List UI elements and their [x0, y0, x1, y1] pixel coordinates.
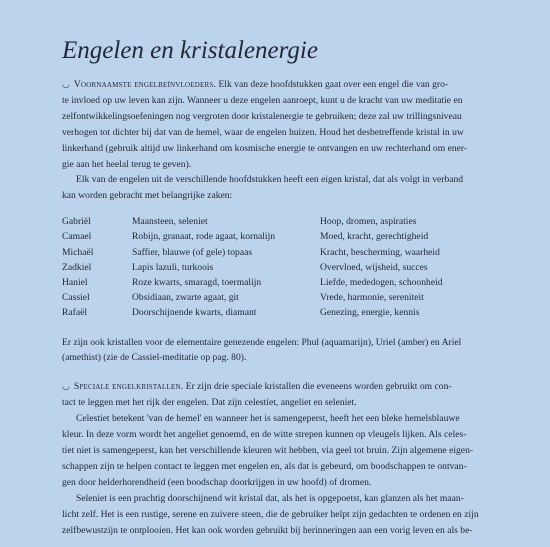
table-row: Zadkiel Lapis lazuli, turkoois Overvloed, wijsheid, succes — [62, 261, 428, 273]
section1-paragraph-2: Elk van de engelen uit de verschillende hoofdstukken heeft een eigen kristal, dat als volgt in verband kan worden gebracht met belangrijke zaken: — [62, 174, 464, 202]
swash-ornament-icon: ◡ — [62, 381, 70, 392]
elemental-angels-paragraph: Er zijn ook kristallen voor de elementaire genezende engelen: Phul (aquamarijn), Uriel (amber) en Ariel (amethist) (zie de Cassiel-meditatie op pag. 80). — [62, 336, 462, 364]
section1-paragraph: ◡ Voornaamste engelbeïnvloeders. Elk van deze hoofdstukken gaat over een engel die van gro- te invloed op uw leven kan zijn. Wanneer u deze engelen aanroept, kunt u de kracht van uw meditatie en zelfontwikkelingsoefeningen nog vergroten door kristalenergie te gebruiken; deze zal uw trillingsniveau verhogen tot dichter bij dat van de hemel, waar de engelen huizen. Houd het desbetreffende kristal in uw linkerhand (gebruik altijd uw linkerhand om kosmische energie te ontvangen en uw rechterhand om ener- gie aan het heelal terug te geven). — [62, 79, 468, 170]
section2-heading: Speciale engelkristallen. — [73, 381, 184, 393]
section2-paragraph: ◡ Speciale engelkristallen. Er zijn drie speciale kristallen die eveneens worden gebruikt om con- tact te leggen met het rijk der engelen. Dat zijn celestiet, angeliet en seleniet. — [62, 381, 452, 409]
crystal-table — [62, 216, 443, 322]
table-row: Rafaël Doorschijnende kwarts, diamant Genezing, energie, kennis — [62, 307, 420, 319]
table-row: Michaël Saffier, blauwe (of gele) topaas Kracht, bescherming, waarheid — [62, 246, 440, 258]
celestiet-paragraph: Celestiet betekent 'van de hemel' en wanneer het is samengeperst, heeft het een bleke hemelsblauwe kleur. In deze vorm wordt het angeliet genoemd, en de witte strepen kunnen op vleugels lijken. Als celes- tiet niet is samengeperst, kan het verschillende kleuren wit hebben, via geel tot bruin. Zijn algemene eigen- schappen zijn te helpen contact te leggen met engelen en, als dat is gebeurd, om boodschappen te ontvan- gen door helderhorendheid (een boodschap doorkrijgen in uw hoofd) of dromen. — [62, 413, 474, 488]
swash-ornament-icon: ◡ — [62, 79, 70, 89]
table-row: Camael Robijn, granaat, rode agaat, kornalijn Moed, kracht, gerechtigheid — [62, 231, 429, 243]
seleniet-paragraph: Seleniet is een prachtig doorschijnend wit kristal dat, als het is opgepoetst, kan glanzen als het maan- licht zelf. Het is een rustige, serene en zuivere steen, die de gebruiker helpt zijn gedachten te ordenen en zijn zelfbewustzijn te ontplooien. Het kan ook worden gebruikt bij herinneringen aan een vorig leven en als be- — [62, 492, 479, 536]
page-title: Engelen en kristalenergie — [62, 37, 318, 64]
table-row: Gabriël Maansteen, seleniet Hoop, dromen, aspiraties — [62, 216, 417, 228]
table-row: Haniel Roze kwarts, smaragd, toermalijn Liefde, mededogen, schoonheid — [62, 277, 443, 288]
section1-heading: Voornaamste engelbeïnvloeders. — [73, 79, 217, 90]
body-text — [62, 77, 494, 538]
section-gap — [62, 366, 494, 379]
table-row: Cassiel Obsidiaan, zwarte agaat, git Vrede, harmonie, sereniteit — [62, 292, 424, 304]
